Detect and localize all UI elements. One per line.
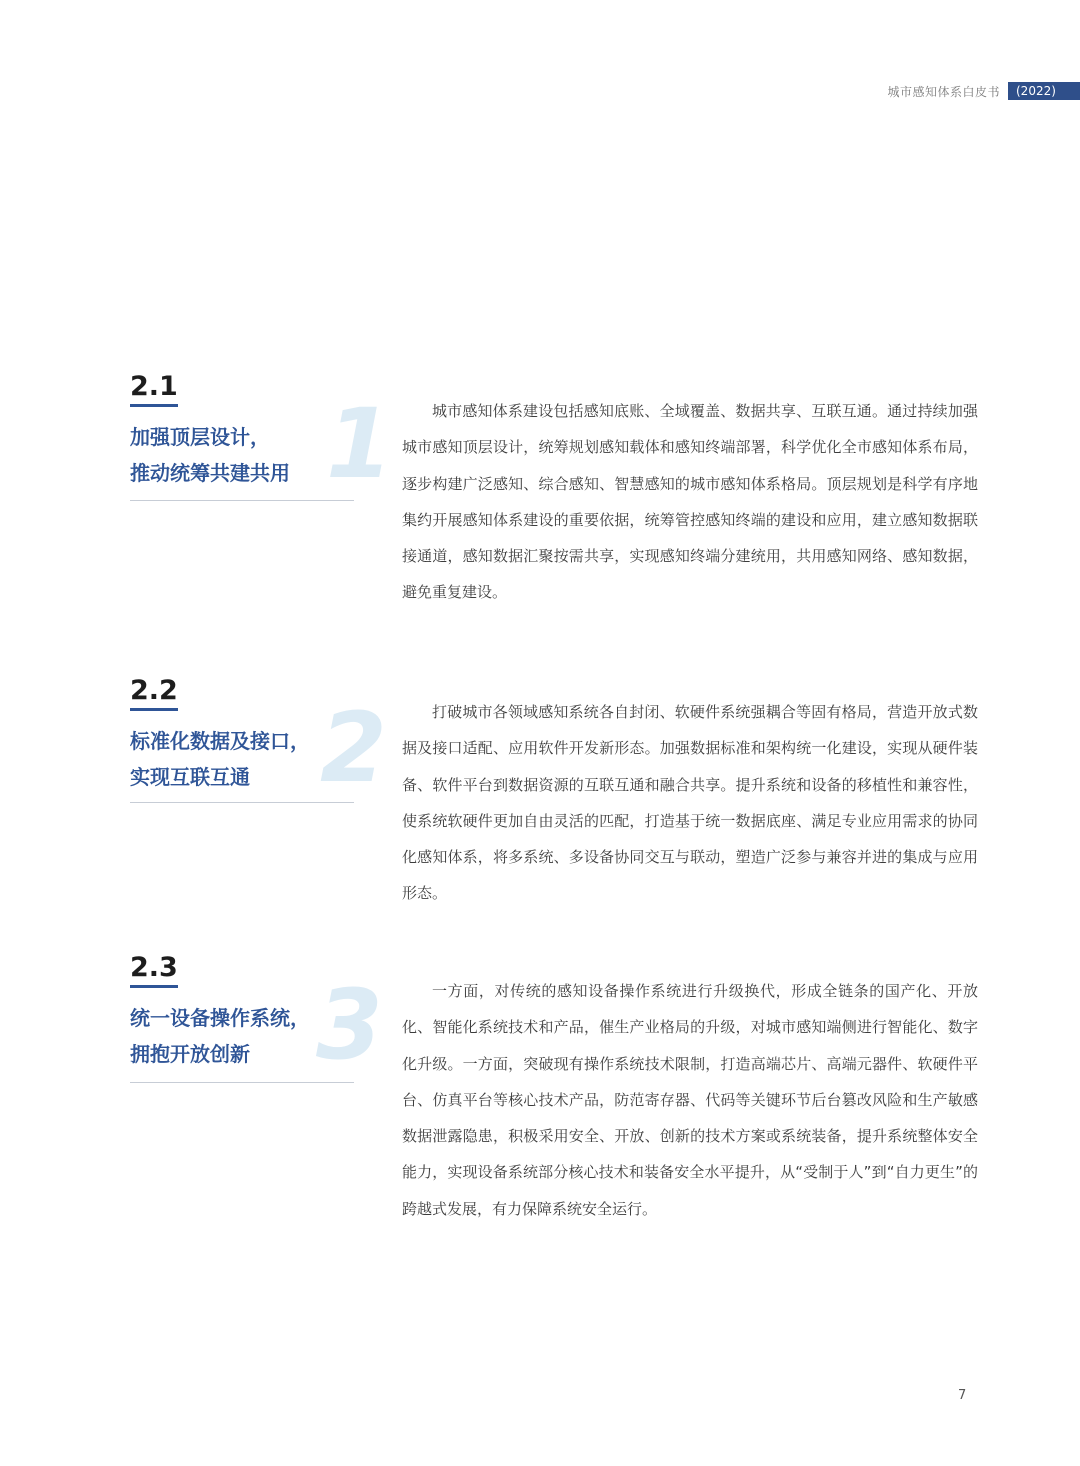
section-title-line: 拥抱开放创新 — [130, 1042, 250, 1066]
section-number: 2.2 — [130, 676, 178, 711]
section-body-text: 打破城市各领域感知系统各自封闭、软硬件系统强耦合等固有格局，营造开放式数据及接口适配、应用软件开发新形态。加强数据标准和架构统一化建设，实现从硬件装备、软件平台到数据资源的互联互通和融合共享。提升系统和设备的移植性和兼容性，使系统软硬件更加自由灵活的匹配，打造基于统一数据底座、满足专业应用需求的协同化感知体系，将多系统、多设备协同交互与联动，塑造广泛参与兼容并进的集成与应用形态。 — [402, 703, 978, 903]
section-number: 2.1 — [130, 372, 178, 407]
section-title — [130, 723, 354, 795]
section-watermark-numeral: 3 — [316, 969, 383, 1081]
header-year-badge: (2022) — [1008, 82, 1080, 100]
section-title — [130, 1000, 354, 1072]
section-title-line: 加强顶层设计， — [130, 425, 270, 449]
section-body-text: 城市感知体系建设包括感知底账、全域覆盖、数据共享、互联互通。通过持续加强城市感知顶层设计，统筹规划感知载体和感知终端部署，科学优化全市感知体系布局，逐步构建广泛感知、综合感知、智慧感知的城市感知体系格局。顶层规划是科学有序地集约开展感知体系建设的重要依据，统筹管控感知终端的建设和应用，建立感知数据联接通道，感知数据汇聚按需共享，实现感知终端分建统用，共用感知网络、感知数据，避免重复建设。 — [402, 402, 978, 602]
section-title — [130, 419, 354, 491]
section-title-line: 标准化数据及接口， — [130, 729, 310, 753]
section-title-line: 推动统筹共建共用 — [130, 461, 290, 485]
running-header — [887, 82, 1080, 100]
section-title-line: 实现互联互通 — [130, 765, 250, 789]
section-divider — [130, 1082, 354, 1083]
section-heading-block — [130, 675, 387, 804]
section-divider — [130, 500, 354, 501]
section-number: 2.3 — [130, 953, 178, 988]
section-watermark-numeral: 1 — [326, 388, 393, 500]
section-heading-block — [130, 952, 383, 1081]
header-title: 城市感知体系白皮书 — [887, 84, 1000, 99]
section-title-line: 统一设备操作系统， — [130, 1006, 310, 1030]
section-watermark-numeral: 2 — [320, 692, 387, 804]
page-number: 7 — [958, 1388, 967, 1403]
section-body-text: 一方面，对传统的感知设备操作系统进行升级换代，形成全链条的国产化、开放化、智能化系统技术和产品，催生产业格局的升级，对城市感知端侧进行智能化、数字化升级。一方面，突破现有操作系统技术限制，打造高端芯片、高端元器件、软硬件平台、仿真平台等核心技术产品，防范寄存器、代码等关键环节后台篡改风险和生产敏感数据泄露隐患，积极采用安全、开放、创新的技术方案或系统装备，提升系统整体安全能力，实现设备系统部分核心技术和装备安全水平提升，从“受制于人”到“自力更生”的跨越式发展，有力保障系统安全运行。 — [402, 982, 978, 1218]
section-heading-block — [130, 371, 393, 500]
